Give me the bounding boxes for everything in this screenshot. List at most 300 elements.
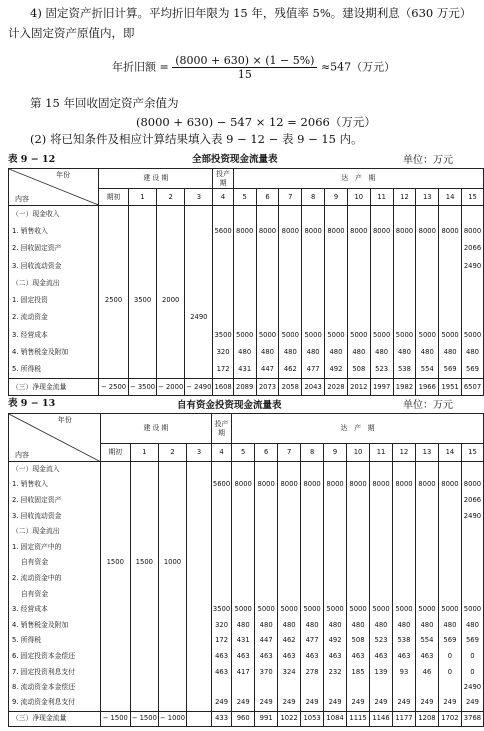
- table-row: [9, 477, 484, 493]
- table-cell: 569: [462, 361, 484, 378]
- row-label: 3. 经营成本: [9, 602, 101, 618]
- table-cell: [393, 257, 416, 274]
- table2-year-header: 14: [438, 444, 461, 462]
- table-cell: [347, 292, 370, 309]
- table-cell: [232, 586, 255, 602]
- table-cell: 5000: [256, 327, 279, 344]
- table-cell: [157, 206, 185, 223]
- table-cell: [158, 477, 186, 493]
- table-cell: 1608: [213, 378, 233, 395]
- table-cell: [255, 508, 278, 524]
- table-cell: [100, 571, 130, 587]
- table-cell: 480: [255, 617, 278, 633]
- table-cell: 477: [301, 633, 324, 649]
- table1-year-header: 4: [213, 189, 233, 206]
- table-cell: [157, 240, 185, 257]
- table-cell: [462, 206, 484, 223]
- table-cell: [416, 257, 439, 274]
- table-cell: 3768: [461, 711, 483, 727]
- table-cell: 8000: [232, 477, 255, 493]
- table-cell: [393, 462, 416, 478]
- table-cell: [324, 524, 347, 540]
- table-cell: [130, 586, 158, 602]
- table-cell: [100, 477, 130, 493]
- table-cell: [185, 275, 213, 292]
- table-row: [9, 539, 484, 555]
- table-cell: [128, 275, 156, 292]
- table-row: [9, 695, 484, 711]
- table-cell: [128, 344, 156, 361]
- table-cell: [301, 508, 324, 524]
- table-cell: [128, 309, 156, 326]
- table-cell: [416, 309, 439, 326]
- table-cell: [211, 586, 231, 602]
- table-cell: 480: [415, 617, 438, 633]
- table-cell: 3500: [213, 327, 233, 344]
- table-cell: [99, 240, 129, 257]
- table-cell: 480: [324, 617, 347, 633]
- table-cell: [370, 524, 393, 540]
- table-cell: [187, 462, 212, 478]
- table-row: [9, 524, 484, 540]
- table-cell: 480: [439, 344, 462, 361]
- table-cell: [100, 602, 130, 618]
- table-cell: [158, 586, 186, 602]
- table-cell: 447: [255, 633, 278, 649]
- table-cell: 249: [278, 695, 301, 711]
- table-cell: 463: [393, 649, 416, 665]
- table-cell: [347, 240, 370, 257]
- table2-year-header: 6: [255, 444, 278, 462]
- table2-corner-cell: [9, 414, 101, 462]
- table-cell: [232, 571, 255, 587]
- table-cell: [185, 361, 213, 378]
- table-cell: [325, 309, 348, 326]
- table-cell: 480: [347, 617, 370, 633]
- table2-year-header: 7: [278, 444, 301, 462]
- table-cell: [130, 602, 158, 618]
- table-cell: 8000: [325, 223, 348, 240]
- table-cell: [370, 493, 393, 509]
- table2-year-header: 9: [324, 444, 347, 462]
- table1-unit: 单位：万元: [403, 155, 453, 166]
- table-cell: 462: [278, 633, 301, 649]
- table2-corner-year: 年份: [57, 416, 72, 424]
- table-cell: [347, 275, 370, 292]
- table-cell: [256, 240, 279, 257]
- table-cell: [278, 571, 301, 587]
- row-label: 3. 经营成本: [9, 327, 99, 344]
- table-cell: [130, 664, 158, 680]
- table-cell: [302, 309, 325, 326]
- table1-title: 全部投资现金流量表: [192, 154, 278, 165]
- table-cell: 463: [232, 649, 255, 665]
- formula-fraction: [172, 54, 317, 81]
- table-cell: [347, 555, 370, 571]
- table1-number: 表 9 − 12: [8, 154, 56, 165]
- table-row: [9, 493, 484, 509]
- table-cell: 1982: [393, 378, 416, 395]
- table-cell: [393, 292, 416, 309]
- table-cell: [213, 309, 233, 326]
- table-cell: 249: [211, 695, 231, 711]
- table-cell: [158, 695, 186, 711]
- table-cell: [370, 275, 393, 292]
- table-cell: 2058: [279, 378, 302, 395]
- table-cell: 480: [278, 617, 301, 633]
- table-cell: [100, 462, 130, 478]
- table-cell: [370, 206, 393, 223]
- table-cell: [416, 292, 439, 309]
- table2-unit: 单位：万元: [403, 400, 453, 411]
- table-cell: [99, 309, 129, 326]
- row-label: 1. 固定投资: [9, 292, 99, 309]
- table-cell: 463: [278, 649, 301, 665]
- table-cell: 320: [213, 344, 233, 361]
- intro-line-1: 4) 固定资产折旧计算。平均折旧年限为 15 年，残值率 5%。建设期利息（630 万元）: [30, 6, 472, 20]
- table-cell: 431: [233, 361, 256, 378]
- table-cell: [279, 309, 302, 326]
- table1-year-header: 9: [325, 189, 348, 206]
- row-label: 7. 固定投资利息支付: [9, 664, 101, 680]
- table-cell: [415, 462, 438, 478]
- table-cell: 569: [439, 361, 462, 378]
- table-cell: 93: [393, 664, 416, 680]
- table-cell: [99, 223, 129, 240]
- table-cell: [438, 524, 461, 540]
- table-cell: [233, 206, 256, 223]
- table-cell: [256, 292, 279, 309]
- table-cell: [347, 524, 370, 540]
- table-cell: [256, 206, 279, 223]
- table-cell: 991: [255, 711, 278, 727]
- table-cell: 2490: [461, 680, 483, 696]
- table-cell: 480: [416, 344, 439, 361]
- table-cell: [438, 508, 461, 524]
- table-cell: 8000: [439, 223, 462, 240]
- table-row: [9, 649, 484, 665]
- table-cell: 2000: [157, 292, 185, 309]
- table-cell: [393, 680, 416, 696]
- table-cell: 480: [393, 617, 416, 633]
- table-cell: [461, 524, 483, 540]
- table-cell: 492: [325, 361, 348, 378]
- table-cell: [415, 493, 438, 509]
- table-cell: [211, 555, 231, 571]
- table2-year-header: 3: [187, 444, 212, 462]
- table-cell: 480: [370, 344, 393, 361]
- table-cell: [232, 555, 255, 571]
- row-label: （三）净现金流量: [9, 711, 101, 727]
- table-cell: [302, 275, 325, 292]
- table2-year-header: 8: [301, 444, 324, 462]
- table-cell: 139: [370, 664, 393, 680]
- table-row: [9, 257, 484, 274]
- table-cell: [439, 206, 462, 223]
- table-cell: [370, 508, 393, 524]
- intro-line-4: (2) 将已知条件及相应计算结果填入表 9 − 12 − 表 9 − 15 内。: [30, 132, 363, 146]
- table-cell: [100, 649, 130, 665]
- table-cell: 463: [347, 649, 370, 665]
- table-cell: 8000: [393, 477, 416, 493]
- table-cell: 5000: [232, 602, 255, 618]
- table-cell: [324, 539, 347, 555]
- table-cell: [439, 257, 462, 274]
- table-cell: [130, 508, 158, 524]
- table-cell: [100, 508, 130, 524]
- table-cell: [130, 524, 158, 540]
- table-cell: [301, 462, 324, 478]
- table-cell: [393, 524, 416, 540]
- table-row: [9, 711, 484, 727]
- table-cell: 249: [301, 695, 324, 711]
- table-row: [9, 633, 484, 649]
- row-label: （二）现金流出: [9, 275, 99, 292]
- table-cell: 8000: [415, 477, 438, 493]
- table-cell: [128, 223, 156, 240]
- table-cell: [347, 571, 370, 587]
- table-cell: 8000: [393, 223, 416, 240]
- table-cell: [130, 680, 158, 696]
- table-cell: [128, 257, 156, 274]
- table-cell: 3500: [128, 292, 156, 309]
- table-cell: [185, 240, 213, 257]
- table-cell: 8000: [416, 223, 439, 240]
- table1-year-header: 15: [462, 189, 484, 206]
- table-cell: 5600: [213, 223, 233, 240]
- table-cell: [279, 240, 302, 257]
- table-cell: [438, 571, 461, 587]
- table-cell: [325, 257, 348, 274]
- table-cell: [370, 309, 393, 326]
- table-cell: 8000: [256, 223, 279, 240]
- table1-year-header: 12: [393, 189, 416, 206]
- table-cell: [233, 275, 256, 292]
- table-cell: 1115: [347, 711, 370, 727]
- table-cell: [187, 477, 212, 493]
- table-cell: [461, 539, 483, 555]
- table-cell: [213, 292, 233, 309]
- table2-year-header: 11: [370, 444, 393, 462]
- table-cell: 480: [302, 344, 325, 361]
- table-cell: 232: [324, 664, 347, 680]
- table-cell: 1146: [370, 711, 393, 727]
- row-label: 2. 流动资金中的: [9, 571, 101, 587]
- table-cell: [255, 586, 278, 602]
- table-cell: [370, 257, 393, 274]
- table-cell: 5000: [255, 602, 278, 618]
- table-cell: [438, 539, 461, 555]
- table-cell: 8000: [347, 477, 370, 493]
- table-cell: 2012: [347, 378, 370, 395]
- table-cell: [232, 524, 255, 540]
- formula-numerator: (8000 + 630) × (1 − 5%): [172, 54, 317, 68]
- table-cell: [187, 711, 212, 727]
- table-cell: 480: [301, 617, 324, 633]
- table-cell: [393, 539, 416, 555]
- table-cell: 5000: [347, 602, 370, 618]
- table-cell: 249: [324, 695, 347, 711]
- table-cell: [438, 462, 461, 478]
- table-cell: [232, 508, 255, 524]
- table1-year-header: 2: [157, 189, 185, 206]
- table-cell: [393, 240, 416, 257]
- table-cell: [128, 361, 156, 378]
- table-cell: 1000: [158, 555, 186, 571]
- table-cell: [158, 539, 186, 555]
- table-cell: [128, 327, 156, 344]
- table1-year-header: 1: [128, 189, 156, 206]
- table-row: [9, 327, 484, 344]
- table-cell: 5000: [461, 602, 483, 618]
- table-cell: [301, 586, 324, 602]
- table-cell: 480: [232, 617, 255, 633]
- table-cell: 324: [278, 664, 301, 680]
- table-row: [9, 292, 484, 309]
- table-cell: 5000: [393, 327, 416, 344]
- table-cell: [100, 633, 130, 649]
- table-cell: [393, 275, 416, 292]
- table-cell: 2043: [302, 378, 325, 395]
- table-cell: 508: [347, 633, 370, 649]
- table-cell: 508: [347, 361, 370, 378]
- table-cell: [130, 571, 158, 587]
- table-cell: 249: [370, 695, 393, 711]
- table-row: [9, 462, 484, 478]
- table-cell: [325, 275, 348, 292]
- row-label: 1. 销售收入: [9, 477, 101, 493]
- table-cell: [158, 633, 186, 649]
- table-cell: [255, 539, 278, 555]
- table-cell: [185, 223, 213, 240]
- table-cell: [255, 680, 278, 696]
- table-cell: [301, 524, 324, 540]
- table-cell: [187, 571, 212, 587]
- table2-year-header: 2: [158, 444, 186, 462]
- table-cell: [302, 206, 325, 223]
- table-cell: [157, 361, 185, 378]
- table-cell: [302, 240, 325, 257]
- table-cell: 960: [232, 711, 255, 727]
- table-row: [9, 586, 484, 602]
- table-cell: − 2000: [157, 378, 185, 395]
- table-cell: [100, 617, 130, 633]
- row-label: 自有资金: [9, 586, 101, 602]
- table-cell: [415, 524, 438, 540]
- table-cell: [255, 462, 278, 478]
- table-cell: [347, 508, 370, 524]
- table-cell: 1702: [438, 711, 461, 727]
- table-cell: [393, 571, 416, 587]
- table-cell: 2089: [233, 378, 256, 395]
- table-cell: [416, 240, 439, 257]
- table-cell: [187, 586, 212, 602]
- row-label: （一）现金流入: [9, 462, 101, 478]
- table-cell: [325, 240, 348, 257]
- table-cell: [370, 462, 393, 478]
- row-label: 8. 流动资金本金偿还: [9, 680, 101, 696]
- table-cell: 463: [324, 649, 347, 665]
- table-cell: 447: [256, 361, 279, 378]
- table-cell: [130, 539, 158, 555]
- table-cell: [255, 493, 278, 509]
- table-cell: [370, 680, 393, 696]
- table-cell: [211, 462, 231, 478]
- table-cell: [461, 586, 483, 602]
- table-cell: [462, 292, 484, 309]
- table-cell: [393, 206, 416, 223]
- table-cell: [415, 680, 438, 696]
- table-cell: [438, 680, 461, 696]
- table-cell: [324, 586, 347, 602]
- table1-year-header: 3: [185, 189, 213, 206]
- table-cell: 480: [347, 344, 370, 361]
- table-cell: 5000: [325, 327, 348, 344]
- table-cell: [461, 571, 483, 587]
- table-cell: 480: [393, 344, 416, 361]
- table-cell: [278, 586, 301, 602]
- table-cell: [232, 680, 255, 696]
- table-cell: [232, 493, 255, 509]
- table2-year-header: 5: [232, 444, 255, 462]
- table-cell: [393, 586, 416, 602]
- table-cell: [213, 275, 233, 292]
- table-cell: 8000: [279, 223, 302, 240]
- table-cell: [255, 555, 278, 571]
- row-label: 5. 所得税: [9, 633, 101, 649]
- table-cell: [158, 524, 186, 540]
- table-cell: 5000: [393, 602, 416, 618]
- table-cell: [301, 555, 324, 571]
- table-cell: [130, 477, 158, 493]
- table-cell: 2073: [256, 378, 279, 395]
- table-cell: [370, 292, 393, 309]
- table-cell: [301, 680, 324, 696]
- table-cell: 249: [461, 695, 483, 711]
- table-cell: [130, 462, 158, 478]
- table-cell: [157, 344, 185, 361]
- table-cell: 1053: [301, 711, 324, 727]
- table-cell: [232, 462, 255, 478]
- table-cell: [130, 695, 158, 711]
- table1-table: [8, 168, 484, 396]
- row-label: 6. 固定投资本金偿还: [9, 649, 101, 665]
- table-cell: 2066: [462, 240, 484, 257]
- table-cell: [158, 462, 186, 478]
- table-cell: [185, 257, 213, 274]
- table-cell: [185, 292, 213, 309]
- table-cell: 538: [393, 633, 416, 649]
- table-cell: 8000: [301, 477, 324, 493]
- table-cell: [187, 633, 212, 649]
- table-cell: [393, 508, 416, 524]
- table-cell: − 2500: [99, 378, 129, 395]
- row-label: 2. 流动资金: [9, 309, 99, 326]
- table-cell: 463: [415, 649, 438, 665]
- table-cell: 2490: [185, 309, 213, 326]
- table-cell: [128, 206, 156, 223]
- table-cell: 5000: [279, 327, 302, 344]
- table1-corner-content: 内容: [15, 195, 29, 203]
- table1-year-header: 8: [302, 189, 325, 206]
- table-cell: [185, 206, 213, 223]
- table2-group-production: 投产期: [211, 414, 231, 444]
- table-cell: [100, 524, 130, 540]
- table-cell: [211, 524, 231, 540]
- table-cell: 8000: [462, 223, 484, 240]
- table-cell: 8000: [302, 223, 325, 240]
- table-cell: [278, 508, 301, 524]
